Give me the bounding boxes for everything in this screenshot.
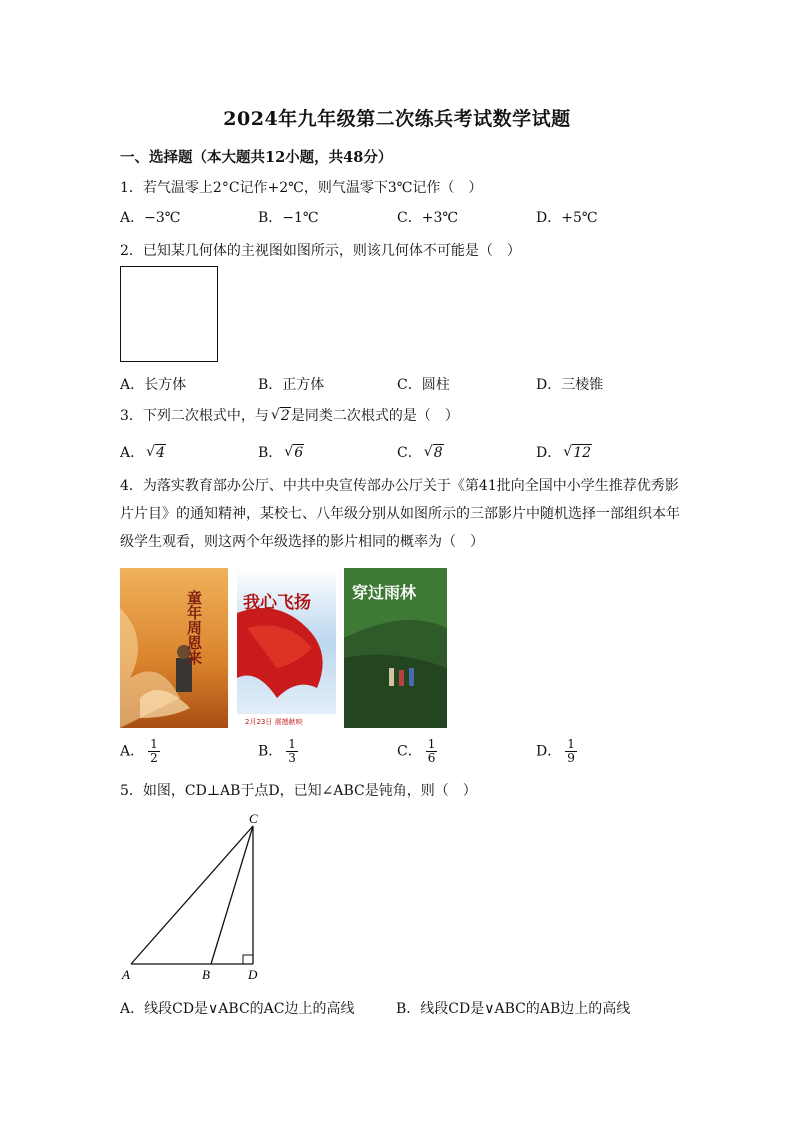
q2-option-a: A．长方体 <box>120 377 187 393</box>
point-c-label: C <box>249 811 258 826</box>
q3-label-c: C． <box>397 445 422 461</box>
q1-option-d: D．+5℃ <box>536 210 598 226</box>
movie-poster-3 <box>344 568 447 728</box>
question-2-stem: 2．已知某几何体的主视图如图所示，则该几何体不可能是（ ） <box>120 243 521 259</box>
poster-1-art <box>120 568 228 728</box>
q2-option-c: C．圆柱 <box>397 377 450 393</box>
q2-option-d: D．三棱锥 <box>536 377 604 393</box>
q3-label-b: B． <box>258 445 283 461</box>
q4-option-c <box>397 738 437 765</box>
q3-radicand-c: 8 <box>433 445 443 461</box>
q3-radicand-b: 6 <box>294 445 304 461</box>
movie-poster-1 <box>120 568 228 728</box>
q4-label-c: C． <box>397 743 422 760</box>
q4-option-a <box>120 738 160 765</box>
q4-line-1: 4．为落实教育部办公厅、中共中央宣传部办公厅关于《第41批向全国中小学生推荐优秀影 <box>120 478 679 494</box>
q3-stem-post: 是同类二次根式的是（ ） <box>290 408 459 424</box>
q5-option-a: A．线段CD是∨ABC的AC边上的高线 <box>120 1001 355 1017</box>
question-1-stem: 1．若气温零上2°C记作+2℃，则气温零下3℃记作（ ） <box>120 180 483 196</box>
q3-radical-c: √ 8 <box>423 444 443 461</box>
segment-bc <box>211 826 253 964</box>
q1-option-c: C．+3℃ <box>397 210 459 226</box>
poster-2-art <box>237 568 336 728</box>
poster-3-art <box>344 568 447 728</box>
q4-fraction-c-den: 6 <box>427 751 436 765</box>
q3-stem-radicand: 2 <box>280 408 290 424</box>
q3-radical-d: √ 12 <box>563 444 592 461</box>
question-3-options <box>120 442 680 462</box>
q1-option-b: B．−1℃ <box>258 210 319 226</box>
question-4-options <box>120 738 680 768</box>
front-view-square-figure <box>120 266 218 362</box>
movie-poster-2 <box>237 568 336 728</box>
q4-option-d <box>536 738 577 765</box>
question-2-options <box>120 374 680 394</box>
q4-fraction-a <box>148 738 160 765</box>
q4-label-a: A． <box>120 743 145 760</box>
page-title: 2024年九年级第二次练兵考试数学试题 <box>223 108 571 130</box>
segment-ac <box>131 826 253 964</box>
q4-option-b <box>258 738 298 765</box>
q3-radicand-d: 12 <box>573 445 592 461</box>
poster-2-caption: 2月23日 震撼献映 <box>245 718 303 726</box>
q3-label-d: D． <box>536 445 562 461</box>
q4-fraction-b <box>286 738 298 765</box>
q3-option-a <box>120 442 166 462</box>
q1-option-a: A．−3℃ <box>120 210 181 226</box>
q4-fraction-d-num: 1 <box>567 737 575 751</box>
q3-radical-a: √ 4 <box>146 444 166 461</box>
q5-option-b: B．线段CD是∨ABC的AB边上的高线 <box>396 1001 631 1017</box>
triangle-diagram <box>118 810 278 990</box>
question-1-options <box>120 207 680 227</box>
point-d-label: D <box>248 967 258 982</box>
q4-line-3: 级学生观看，则这两个年级选择的影片相同的概率为（ ） <box>120 534 484 550</box>
q4-fraction-a-num: 1 <box>150 737 158 751</box>
q3-option-c <box>397 442 444 462</box>
q3-label-a: A． <box>120 445 145 461</box>
q3-option-d <box>536 442 592 462</box>
q4-fraction-b-den: 3 <box>288 751 296 765</box>
poster-3-title: 穿过雨林 <box>352 583 417 602</box>
q4-fraction-b-num: 1 <box>288 737 296 751</box>
poster-2-title: 我心飞扬 <box>243 593 311 613</box>
right-angle-mark <box>243 955 253 964</box>
q3-radical-b: √ 6 <box>284 444 304 461</box>
q3-stem-pre: 3．下列二次根式中，与 <box>120 408 269 424</box>
q4-fraction-a-den: 2 <box>150 751 158 765</box>
point-a-label: A <box>122 967 130 982</box>
q3-option-b <box>258 442 304 462</box>
section-heading: 一、选择题（本大题共12小题，共48分） <box>120 149 393 166</box>
q4-fraction-d <box>565 738 577 765</box>
q4-fraction-c <box>426 738 438 765</box>
point-b-label: B <box>202 967 210 982</box>
q4-label-d: D． <box>536 743 562 760</box>
q3-radicand-a: 4 <box>156 445 166 461</box>
q4-line-2: 片片目》的通知精神，某校七、八年级分别从如图所示的三部影片中随机选择一部组织本年 <box>120 506 680 522</box>
question-3-stem <box>120 405 459 425</box>
poster-1-title: 童年周恩来 <box>185 590 203 665</box>
q3-stem-radical: √ 2 <box>270 407 290 424</box>
q4-label-b: B． <box>258 743 283 760</box>
q2-option-b: B．正方体 <box>258 377 325 393</box>
q4-fraction-c-num: 1 <box>427 737 436 751</box>
q4-fraction-d-den: 9 <box>567 751 575 765</box>
question-5-stem: 5．如图，CD⊥AB于点D，已知∠ABC是钝角，则（ ） <box>120 783 477 799</box>
question-4-stem <box>120 472 690 556</box>
